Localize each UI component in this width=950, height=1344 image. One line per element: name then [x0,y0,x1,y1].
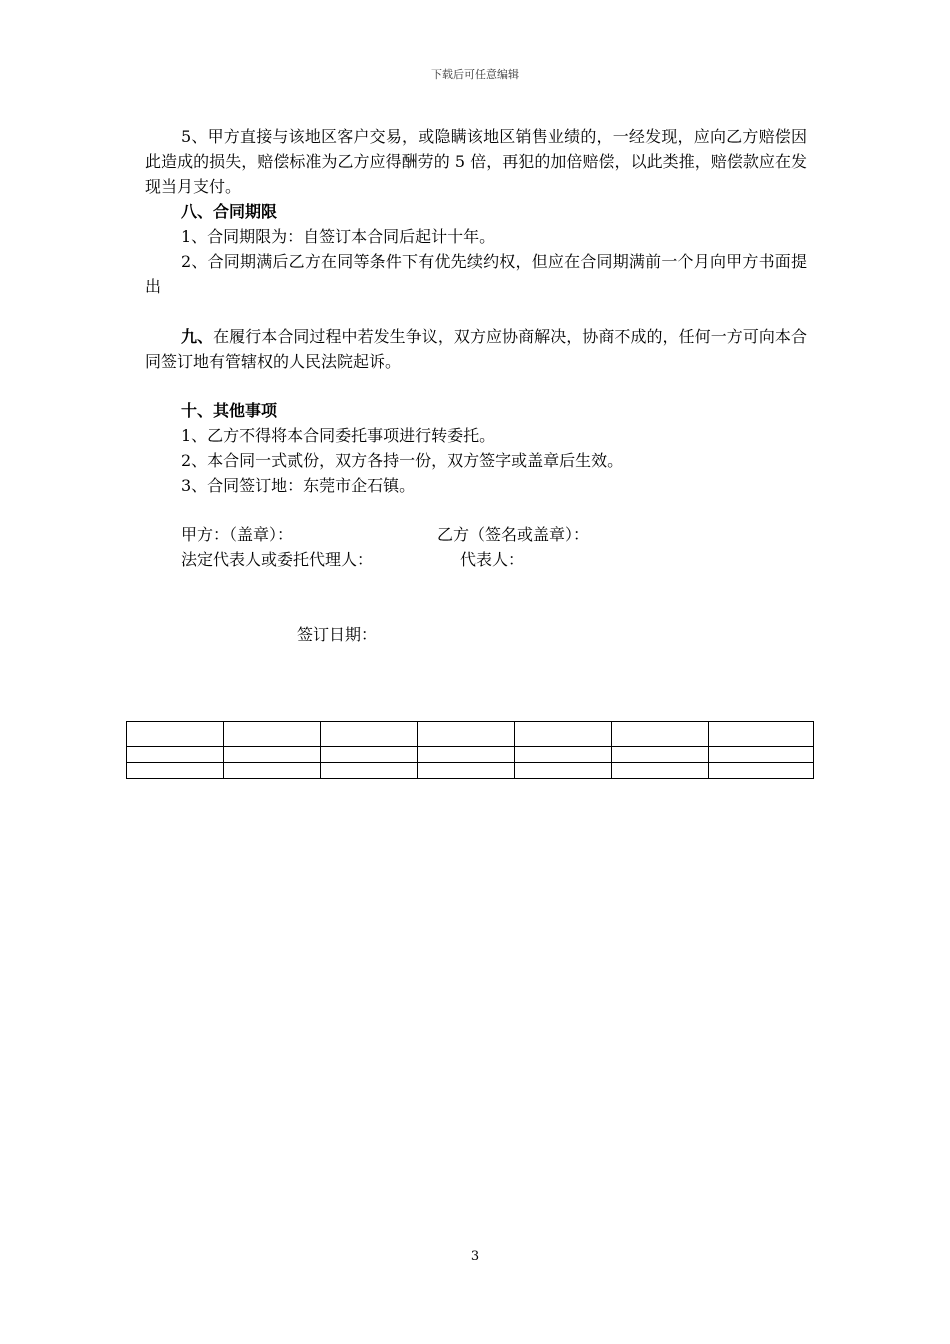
table-cell [515,722,612,747]
clause10-title: 十、其他事项 [181,401,278,420]
clause9-prefix: 九、 [181,327,214,346]
table-cell [709,763,814,779]
table-cell [709,747,814,763]
rep-label: 代表人： [460,550,525,569]
spacer [145,299,807,324]
table-cell [612,763,709,779]
table-cell [127,763,224,779]
legal-rep-label: 法定代表人或委托代理人： [181,550,374,569]
party-a-label: 甲方：（盖章）： [181,525,294,544]
table-cell [321,747,418,763]
table-cell [418,763,515,779]
clause9-text: 在履行本合同过程中若发生争议，双方应协商解决，协商不成的，任何一方可向本合同签订地有管辖权的人民法院起诉。 [145,327,807,371]
page-header: 下载后可任意编辑 [431,68,519,81]
clause9-paragraph [145,324,807,374]
sign-date-label: 签订日期： [297,625,378,644]
table-cell [224,747,321,763]
table-cell [418,747,515,763]
clause8-title: 八、合同期限 [181,202,278,221]
page-number: 3 [470,1249,480,1264]
spacer [145,498,807,522]
clause7-item5: 5、甲方直接与该地区客户交易，或隐瞒该地区销售业绩的，一经发现，应向乙方赔偿因此造成的损失，赔偿标准为乙方应得酬劳的 5 倍，再犯的加倍赔偿，以此类推，赔偿款应在发现当月支付。 [145,127,807,196]
table-cell [515,747,612,763]
clause10-item1: 1、乙方不得将本合同委托事项进行转委托。 [181,426,496,445]
table-cell [612,722,709,747]
table-cell [612,747,709,763]
clause8-item2: 2、合同期满后乙方在同等条件下有优先续约权，但应在合同期满前一个月向甲方书面提出 [145,252,807,296]
table-cell [224,763,321,779]
table-cell [321,722,418,747]
table-cell [224,722,321,747]
table-row [127,722,814,747]
table-cell [515,763,612,779]
blank-table [126,721,814,779]
table-row [127,763,814,779]
clause8-item1: 1、合同期限为：自签订本合同后起计十年。 [181,227,496,246]
table-cell [127,747,224,763]
table-cell [321,763,418,779]
contract-body [145,124,807,572]
table-row [127,747,814,763]
signature-row-2 [145,547,807,572]
spacer [145,374,807,398]
signature-row-1 [145,522,807,547]
table-cell [418,722,515,747]
party-b-label: 乙方（签名或盖章）： [437,525,590,544]
table-cell [709,722,814,747]
clause10-item3: 3、合同签订地：东莞市企石镇。 [181,476,416,495]
table-cell [127,722,224,747]
clause10-item2: 2、本合同一式贰份，双方各持一份，双方签字或盖章后生效。 [181,451,624,470]
